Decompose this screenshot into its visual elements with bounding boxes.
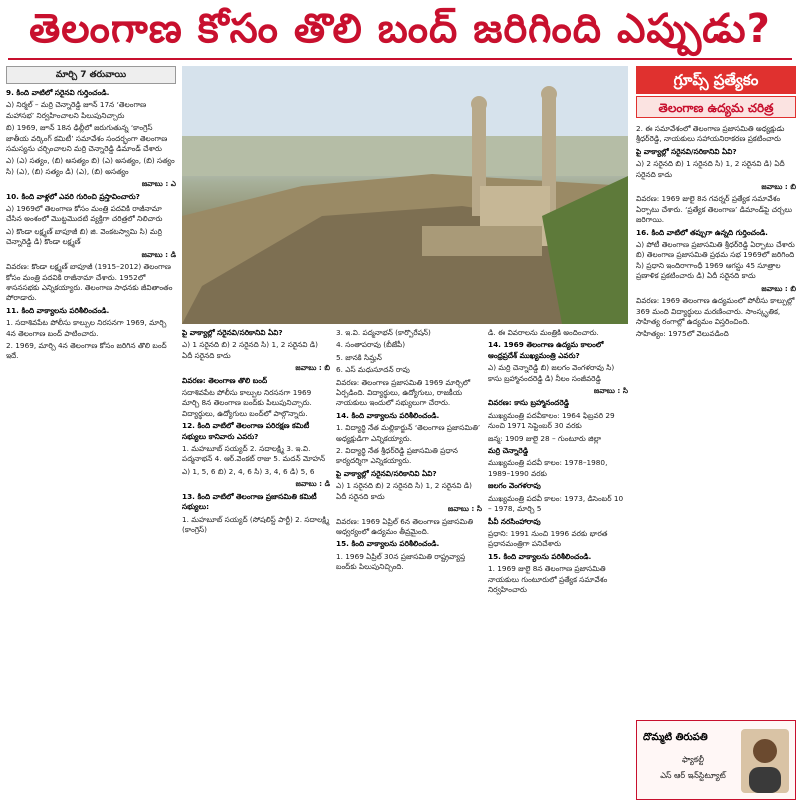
paragraph: 1. మహబూబ్ సయ్యద్ (సోషలిస్ట్ పార్టీ) 2. సదాలక్ష్మి (కాంగ్రెస్) — [182, 514, 330, 534]
question: 15. కింది వాక్యాలను పరిశీలించండి. — [488, 551, 592, 561]
question: 14. 1969 తెలంగాణ ఉద్యమ కాలంలో ఆంధ్రప్రదేశ్ ముఖ్యమంత్రి ఎవరు? — [488, 340, 604, 360]
paragraph: 2. 1969, మార్చి 4న తెలంగాణ కోసం జరిగిన తొలి బంద్ ఇదే. — [6, 340, 167, 361]
paragraph: 6. ఎస్ మధుసూదన్ రావు — [336, 365, 410, 375]
question: పై వాక్యాల్లో సరైనవి/సరికానివి ఏవి? — [636, 146, 737, 156]
options: ఎ) 2 సరైనది బి) 1 సరైనది సి) 1, 2 సరైనవి డి) ఏదీ సరైనది కాదు — [636, 159, 785, 179]
author-silhouette — [741, 729, 789, 793]
options: ఎ) పోటీ తెలంగాణ ప్రజాసమితి శ్రీధర్‌రెడ్డి ఏర్పాటు చేశారు బి) తెలంగాణ ప్రజాసమితి ప్రథమ సభ 1969లో జరిగింది సి) ప్రధాని ఇందిరాగాంధీ 1969 ఆగస్టు 45 సూత్రాల ప్రణాళిక ప్రకటించారు డి) ఏదీ సరైనది కాదు — [636, 240, 795, 281]
answer: జవాబు : బి — [295, 363, 330, 373]
headline-rule — [8, 58, 792, 60]
paragraph: జన్మ: 1909 జులై 28 – గుంటూరు జిల్లా — [488, 433, 602, 443]
question: 11. కింది వాక్యాలను పరిశీలించండి. — [6, 305, 110, 315]
answer: జవాబు : బి — [761, 182, 796, 192]
headline: తెలంగాణ కోసం తొలి బంద్ జరిగింది ఎప్పుడు? — [29, 6, 771, 52]
column-1-heading: మార్చి 7 తరువాయి — [6, 66, 176, 84]
paragraph: 1. విద్యార్థి నేత మల్లికార్జున్ ‘తెలంగాణ ప్రజాసమితి’ అధ్యక్షుడిగా ఎన్నికయ్యారు. — [336, 423, 481, 443]
paragraph: 4. సంతాపరావు (బీజేపీ) — [336, 340, 406, 350]
paragraph: 1. 1969 జులై 8న తెలంగాణ ప్రజాసమితి నాయకులు గుంటూరులో ప్రత్యేక సమావేశం నిర్వహించారు — [488, 564, 608, 594]
paragraph: 1. 1969 ఏప్రిల్ 30న ప్రజాసమితి రాష్ట్రవ్యాప్త బంద్‌కు పిలుపునిచ్చింది. — [336, 551, 466, 572]
question: 14. కింది వాక్యాలను పరిశీలించండి. — [336, 410, 440, 420]
column-1 — [6, 66, 176, 802]
section-tag: గ్రూప్స్ ప్రత్యేకం — [636, 66, 796, 94]
paragraph: 1. సదాశివపేట పోలీసు కాల్పుల నిరసనగా 1969, మార్చి 4న తెలంగాణ బంద్ పాటించారు. — [6, 318, 167, 338]
answer: జవాబు : సి — [447, 504, 482, 514]
question: పై వాక్యాల్లో సరైనవి/సరికానివి ఏవి? — [182, 328, 283, 337]
question: 9. కింది వాటిలో సరైనవి గుర్తించండి. — [6, 88, 110, 97]
paragraph: ముఖ్యమంత్రి పదవీకాలం: 1964 ఫిబ్రవరి 29 నుంచి 1971 సెప్టెంబర్ 30 వరకు — [488, 410, 615, 431]
author-box — [636, 720, 796, 800]
answer: జవాబు : బి — [761, 283, 796, 293]
explanation: సదాశివపేట పోలీసు కాల్పుల నిరసనగా 1969 మార్చి 8న తెలంగాణ బంద్‌కు పిలుపునిచ్చారు. విద్యార్థులు, ఉద్యోగులు బంద్‌లో పాల్గొన్నారు. — [182, 388, 312, 418]
paragraph: బి) 1969, జూన్ 18న ఢిల్లీలో జరుగుతున్న ‘కాంగ్రెస్ జాతీయ వర్కింగ్ కమిటీ’ సమావేశం సందర్భంగా తెలంగాణ సమస్యను చర్చించాలని మర్రి చెన్నారెడ్డి డిమాండ్ చేశారు — [6, 123, 168, 154]
explanation: వివరణ: 1969 జులై 8న గవర్నర్ ప్రత్యేక సమావేశం ఏర్పాటు చేశారు. ‘ప్రత్యేక తెలంగాణ’ డిమాండ్‌పై చర్చలు జరిగాయి. — [636, 194, 793, 225]
answer: జవాబు : డి — [141, 249, 176, 259]
options: ఎ) (ఎ) సత్యం, (బి) అసత్యం బి) (ఎ) అసత్యం, (బి) సత్యం సి) (ఎ), (బి) సత్యం డి) (ఎ), (బి) అసత్యం — [6, 156, 175, 176]
question: 16. కింది వాటిలో తప్పుగా ఉన్నది గుర్తించండి. — [636, 227, 768, 237]
column-5 — [636, 124, 796, 716]
author-name: దొమ్మటి తిరుపతి — [643, 732, 708, 743]
subheading: పీవీ నరసింహారావు — [488, 516, 541, 526]
paragraph: ముఖ్యమంత్రి పదవీ కాలం: 1973, డిసెంబర్ 10 – 1978, మార్చి 5 — [488, 493, 624, 514]
author-photo — [741, 729, 789, 793]
column-4 — [488, 328, 628, 802]
column-2 — [182, 328, 330, 802]
column-3 — [336, 328, 482, 802]
explanation-heading: వివరణ: కాసు బ్రహ్మానందరెడ్డి — [488, 398, 570, 408]
options: ఎ) 1 సరైనది బి) 2 సరైనది సి) 1, 2 సరైనవి డి) ఏదీ సరైనది కాదు — [336, 481, 473, 501]
explanation: వివరణ: తెలంగాణ ప్రజాసమితి 1969 మార్చిలో ఏర్పడింది. విద్యార్థులు, ఉద్యోగులు, రాజకీయ నాయకులు ఇందులో సభ్యులుగా చేరారు. — [336, 377, 471, 408]
paragraph: సాహిత్యం: 1975లో వెలువడింది — [636, 329, 729, 339]
answer: జవాబు : సి — [593, 386, 628, 396]
options: ఎ) 1, 5, 6 బి) 2, 4, 6 సి) 3, 4, 6 డి) 5, 6 — [182, 466, 315, 476]
answer: జవాబు : ఎ — [141, 179, 176, 189]
options: ఎ) 1 సరైనది బి) 2 సరైనది సి) 1, 2 సరైనవి డి) ఏదీ సరైనది కాదు — [182, 340, 319, 360]
author-role: ఫ్యాకల్టీ — [682, 755, 704, 764]
question: 15. కింది వాక్యాలను పరిశీలించండి. — [336, 539, 440, 549]
paragraph: ఎ) నిర్మల్ – మర్రి చెన్నారెడ్డి జూన్ 17న ‘తెలంగాణ మహాసభ’ నిర్వహించాలని పిలుపునిచ్చారు — [6, 100, 147, 120]
subheading: మర్రి చెన్నారెడ్డి — [488, 446, 529, 456]
paragraph: ముఖ్యమంత్రి పదవీ కాలం: 1978–1980, 1989–1990 వరకు — [488, 458, 608, 478]
options: ఎ) కొండా లక్ష్మణ్ బాపూజీ బి) జి. వెంకటస్వామి సి) మర్రి చెన్నారెడ్డి డి) కొండా లక్ష్మణ్ — [6, 226, 162, 247]
paragraph: 2. ఈ సమావేశంలో తెలంగాణ ప్రజాసమితి అధ్యక్షుడు శ్రీధర్‌రెడ్డి, నాయకులు సహాయనిరాకరణ ప్రకటించారు — [636, 124, 785, 144]
paragraph: 3. ఇ.వి. పద్మనాభన్ (కార్పొరేషన్) — [336, 328, 431, 337]
explanation: వివరణ: 1969 తెలంగాణ ఉద్యమంలో పోలీసు కాల్పుల్లో 369 మంది విద్యార్థులు మరణించారు. సాంస్కృతిక, సాహిత్య రంగాల్లో ఉద్యమం విస్తరించింది. — [636, 296, 795, 326]
paragraph: 5. జానకి సిమ్హన్ — [336, 352, 382, 362]
author-org: ఎస్ ఆర్ ఇన్‌స్టిట్యూట్ — [660, 771, 726, 780]
explanation: వివరణ: కొండా లక్ష్మణ్ బాపూజీ (1915–2012) తెలంగాణ కోసం మంత్రి పదవికి రాజీనామా చేశారు. 1952లో శాసనసభకు ఎన్నికయ్యారు. తెలంగాణ సాధనకు జీవితాంతం పోరాడారు. — [6, 262, 173, 303]
question: 13. కింది వాటిలో తెలంగాణ ప్రజాసమితి కమిటీ సభ్యులు: — [182, 491, 317, 512]
paragraph: 1. మహబూబ్ సయ్యద్ 2. సదాలక్ష్మి 3. ఇ.వి. పద్మనాభన్ 4. ఆర్.వెంకట్ రాజు 5. మదన్ మోహన్ — [182, 444, 326, 464]
paragraph: ప్రధాని: 1991 నుంచి 1996 వరకు భారత ప్రధానమంత్రిగా పనిచేశారు — [488, 528, 608, 549]
article-photo — [182, 66, 628, 324]
question: 12. కింది వాటిలో తెలంగాణ పరిరక్షణ కమిటీ సభ్యులు కానివారు ఎవరు? — [182, 421, 310, 441]
answer: జవాబు : డి — [295, 479, 330, 489]
paragraph: ఎ) 1969లో తెలంగాణ కోసం మంత్రి పదవికి రాజీనామా చేసిన అంశంలో మొట్టమొదటి వ్యక్తిగా చరిత్రలో నిలిచారు — [6, 204, 163, 224]
question: 10. కింది వాళ్లలో ఎవరి గురించి ప్రస్తావించారు? — [6, 191, 140, 201]
section-subtag: తెలంగాణ ఉద్యమ చరిత్ర — [636, 96, 796, 118]
paragraph: డి. ఈ వివరాలను మంత్రికి అందించారు. — [488, 328, 599, 337]
subheading: జలగం వెంగళరావు — [488, 481, 541, 491]
paragraph: 2. విద్యార్థి నేత శ్రీధర్‌రెడ్డి ప్రజాసమితి ప్రధాన కార్యదర్శిగా ఎన్నికయ్యారు. — [336, 446, 458, 466]
question: పై వాక్యాల్లో సరైనవి/సరికానివి ఏవి? — [336, 468, 437, 478]
options: ఎ) మర్రి చెన్నారెడ్డి బి) జలగం వెంగళరావు సి) కాసు బ్రహ్మానందరెడ్డి డి) నీలం సంజీవరెడ్డి — [488, 363, 615, 383]
fort-illustration — [182, 66, 628, 324]
explanation: వివరణ: 1969 ఏప్రిల్ 6న తెలంగాణ ప్రజాసమితి ఆధ్వర్యంలో ఉద్యమం తీవ్రమైంది. — [336, 516, 474, 536]
explanation-heading: వివరణ: తెలంగాణ తొలి బంద్ — [182, 375, 268, 385]
